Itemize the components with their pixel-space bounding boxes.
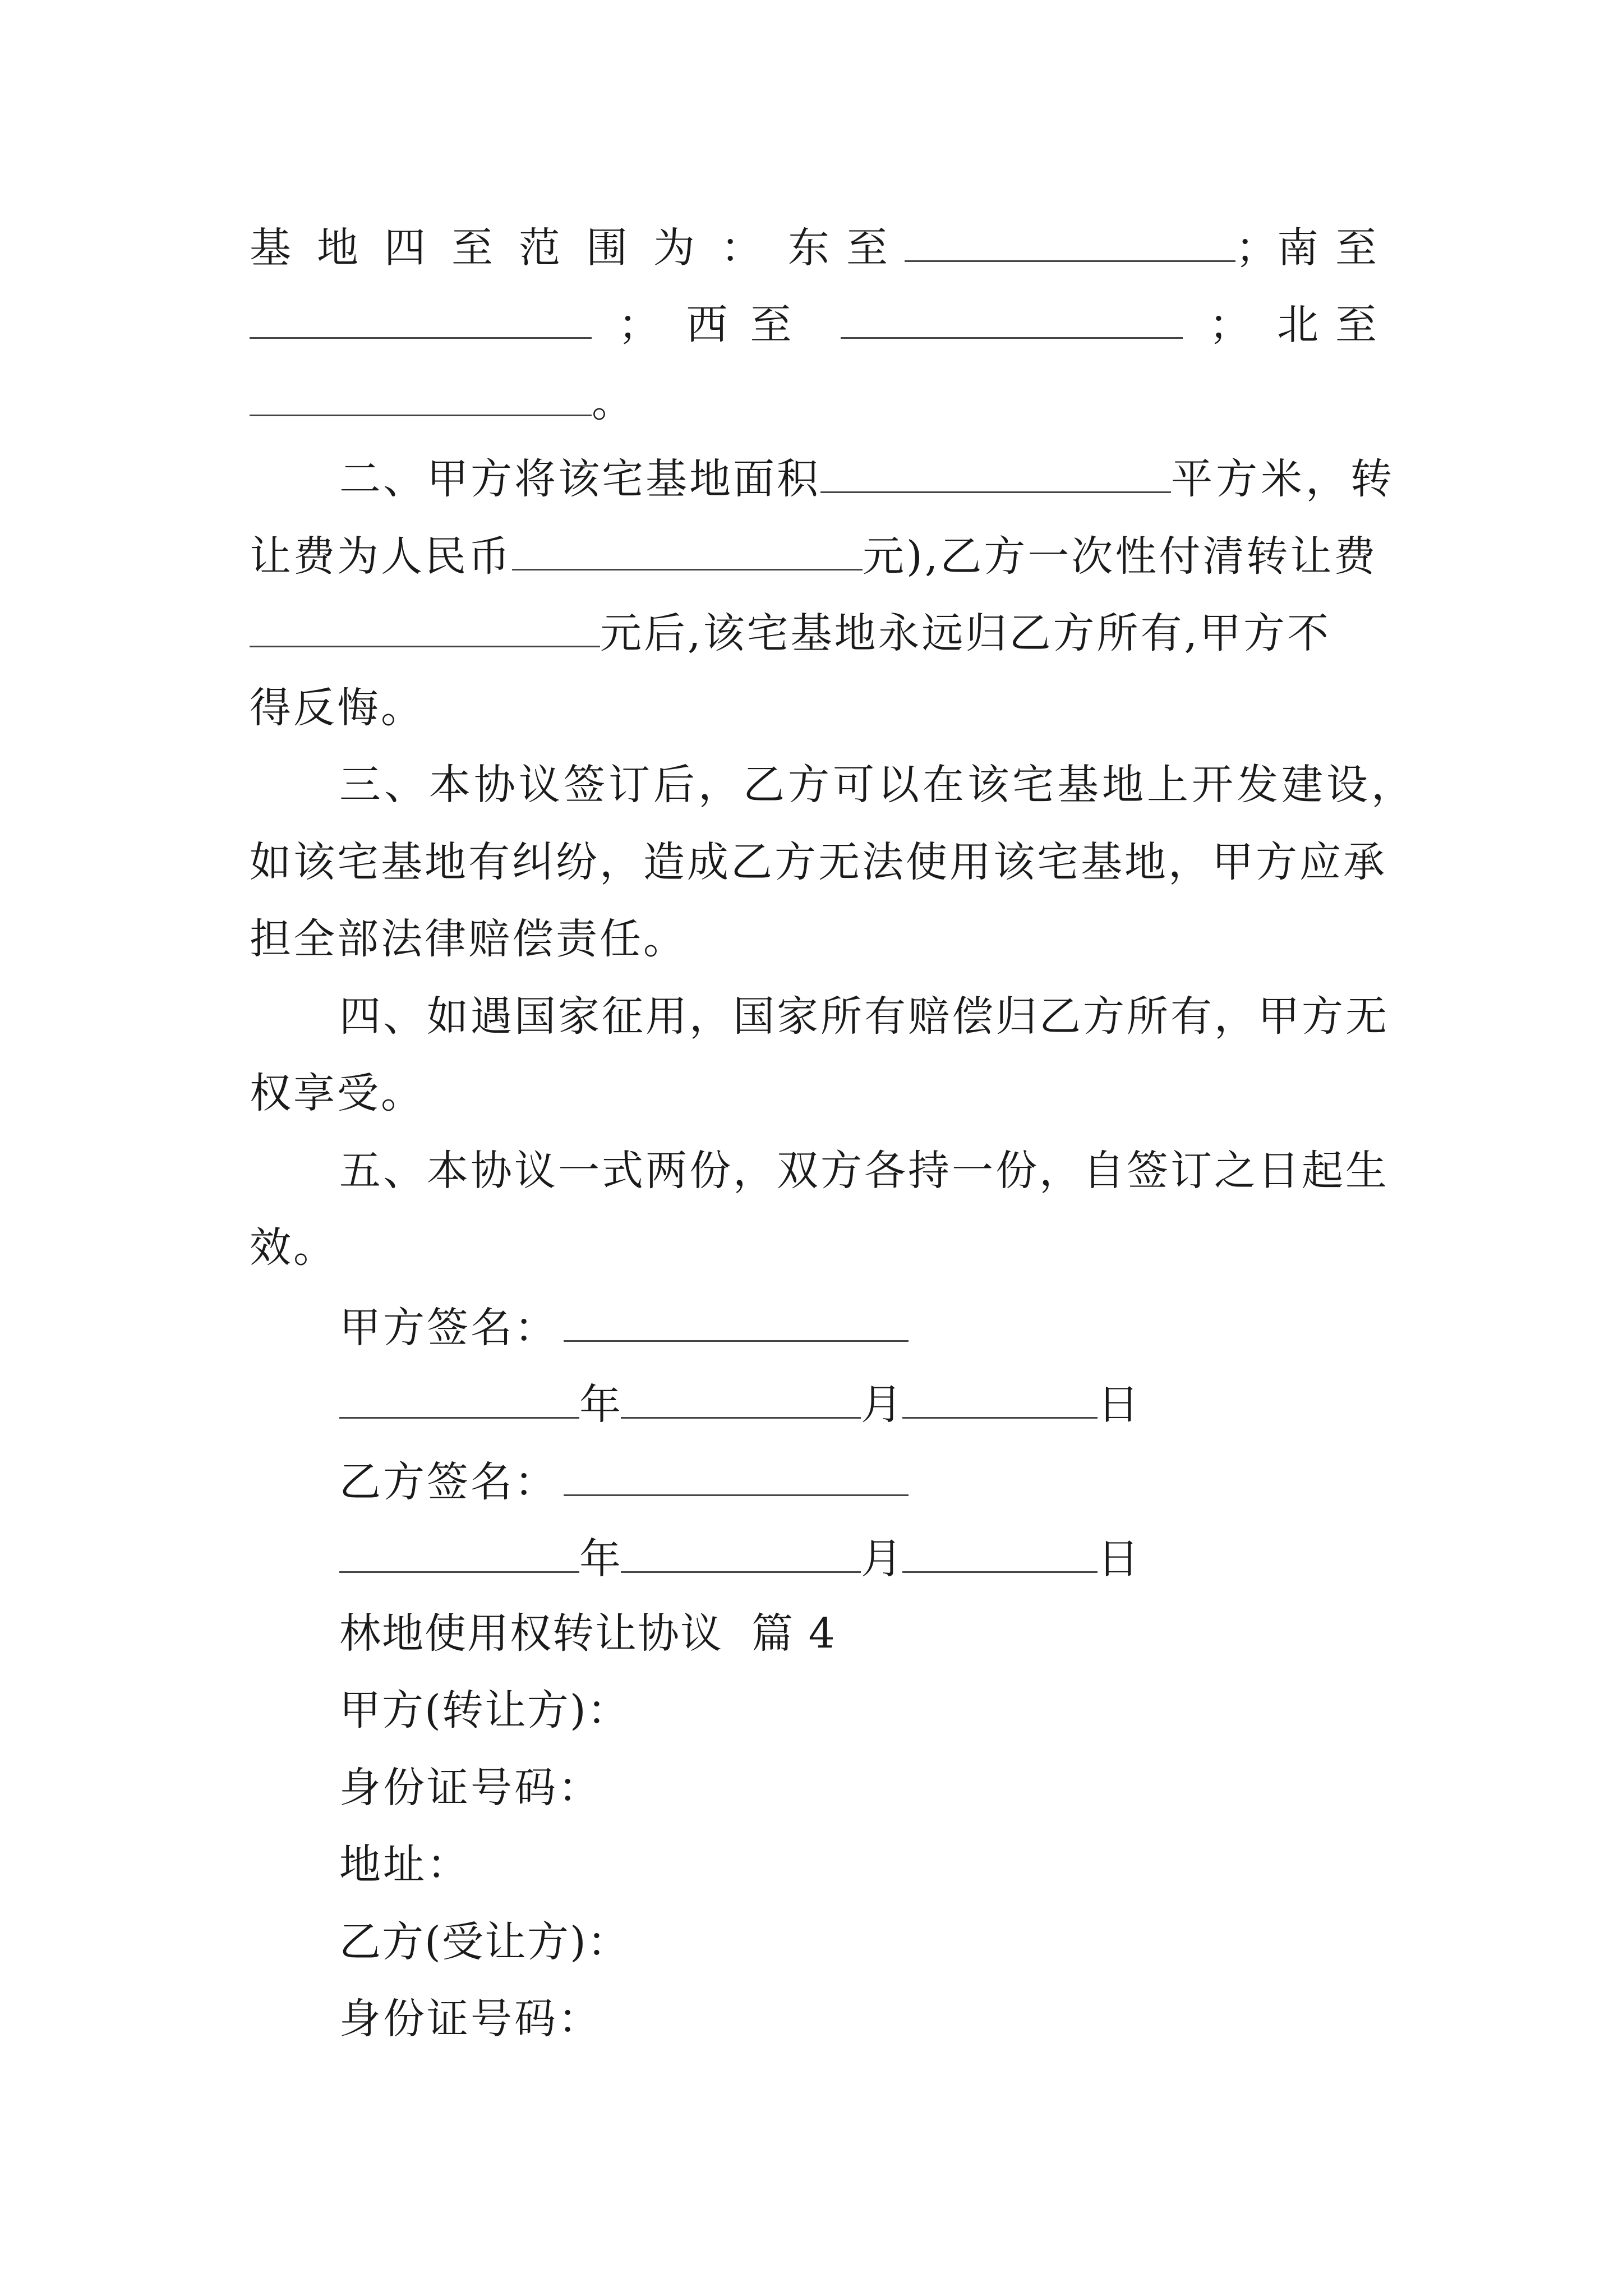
year-blank [339,1535,579,1573]
address-label: 地址： [339,1841,471,1889]
day-blank [902,1381,1098,1419]
month-label: 月 [861,1535,902,1583]
boundary-line-1 [250,224,1394,272]
price-blank [512,533,863,570]
party-b-date [339,1535,1139,1583]
party-b-id-label: 身份证号码： [339,1995,602,2043]
clause2-line-2 [250,532,1378,581]
clause3-text: 担全部法律赔偿责任。 [250,915,687,963]
clause2-text: 让费为人民币 [250,532,512,581]
section-title-text: 林地使用权转让协议 篇 4 [339,1609,836,1658]
boundary-intro: 基地四至范围为： [250,224,788,272]
boundary-north-label: 北至 [1276,301,1394,349]
month-blank [621,1535,861,1573]
boundary-south-label: 南至 [1277,224,1394,272]
party-a-label: 甲方(转让方)： [339,1686,630,1734]
party-b-id-line [339,1995,602,2043]
boundary-south-blank [250,301,592,339]
boundary-east-blank [905,224,1235,262]
year-label: 年 [579,1381,621,1429]
boundary-west-blank [841,301,1183,339]
clause2-line-1 [339,455,1395,503]
clause2-line-4 [250,684,425,732]
clause3-line-2 [250,838,1387,886]
boundary-east-label: 东至 [788,224,905,272]
boundary-line-3 [250,379,633,424]
clause5-text: 效。 [250,1223,337,1272]
day-label: 日 [1098,1381,1139,1429]
party-a-signature-blank [564,1304,909,1342]
clause5-line-2 [250,1223,337,1272]
year-label: 年 [579,1535,621,1583]
separator: ； [1209,301,1251,349]
clause4-line-1 [339,992,1389,1041]
party-a-id-label: 身份证号码： [339,1764,602,1812]
party-b-signature-label: 乙方签名： [339,1458,558,1506]
clause2-text: 元),乙方一次性付清转让费 [863,532,1378,581]
address-line [339,1841,471,1889]
party-b-signature-blank [564,1458,909,1496]
clause3-text: 如该宅基地有纠纷，造成乙方无法使用该宅基地，甲方应承 [250,838,1387,886]
clause4-text: 四、如遇国家征用，国家所有赔偿归乙方所有，甲方无 [339,992,1389,1041]
clause3-line-3 [250,915,687,963]
clause2-text: 平方米，转 [1171,455,1395,503]
day-blank [902,1535,1098,1573]
boundary-west-label: 西至 [686,301,814,349]
clause5-text: 五、本协议一式两份，双方各持一份，自签订之日起生 [339,1147,1389,1195]
month-label: 月 [861,1381,902,1429]
day-label: 日 [1098,1535,1139,1583]
party-a-signature-label: 甲方签名： [339,1304,558,1352]
clause3-text: 三、本协议签订后，乙方可以在该宅基地上开发建设， [339,761,1416,809]
clause2-text: 二、甲方将该宅基地面积 [339,455,820,503]
party-a-signature [339,1304,909,1352]
clause2-text: 元后,该宅基地永远归乙方所有,甲方不 [600,609,1331,657]
area-blank [820,455,1171,493]
party-b-label: 乙方(受让方)： [339,1918,630,1966]
clause2-line-3 [250,610,1331,655]
party-a-id-line [339,1764,602,1812]
period: 。 [592,378,633,426]
party-b-line [339,1918,630,1966]
party-a-date [339,1381,1139,1429]
party-b-signature [339,1458,909,1506]
year-blank [339,1381,579,1419]
section-title [339,1609,836,1658]
clause4-line-2 [250,1069,425,1117]
separator: ； [618,301,660,349]
fee-blank [250,610,600,647]
party-a-line [339,1686,630,1734]
clause2-text: 得反悔。 [250,684,425,732]
clause5-line-1 [339,1147,1389,1195]
clause3-line-1 [339,761,1416,809]
clause4-text: 权享受。 [250,1069,425,1117]
boundary-north-blank [250,379,592,416]
month-blank [621,1381,861,1419]
boundary-line-2 [250,301,1394,349]
separator: ； [1235,224,1277,272]
